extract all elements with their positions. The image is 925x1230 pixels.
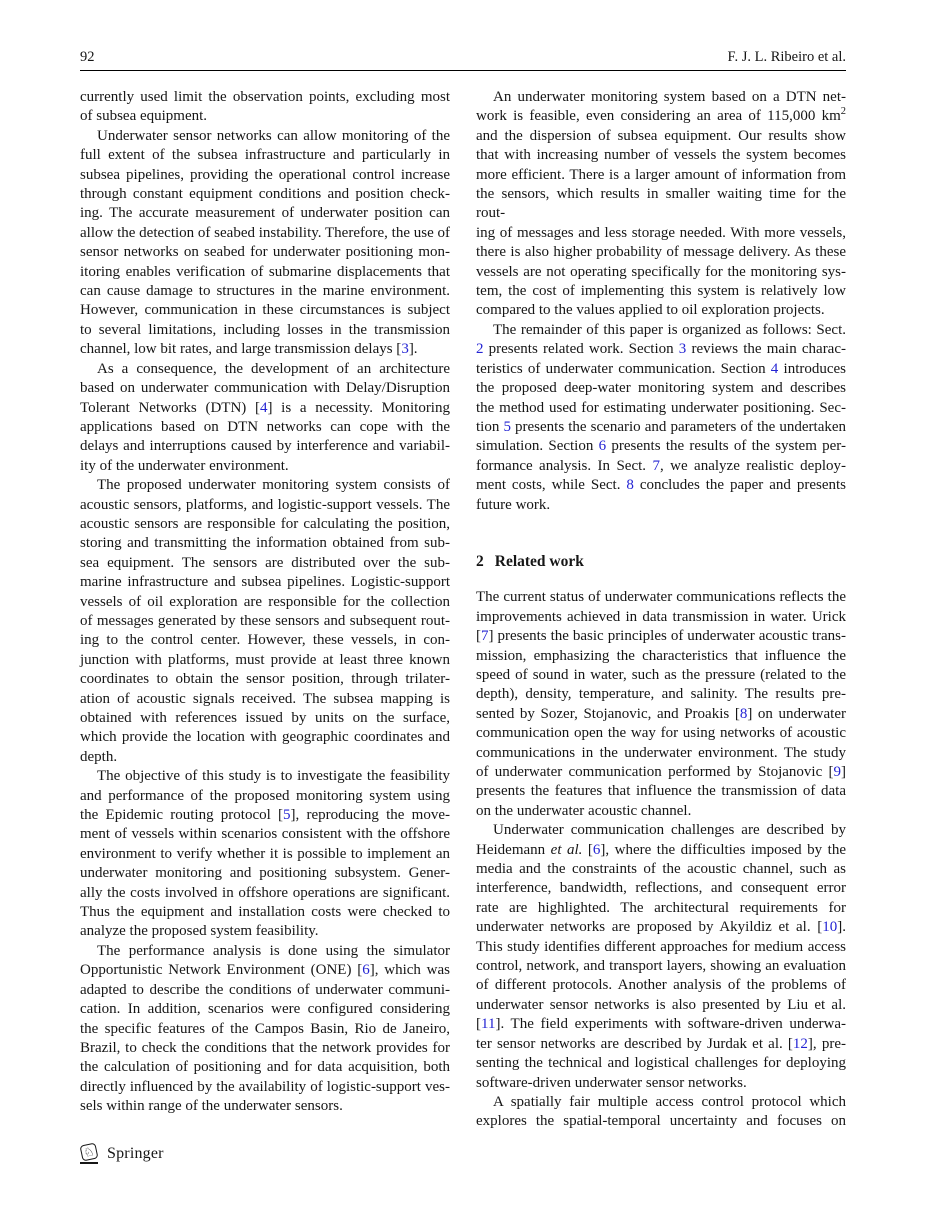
reference-link[interactable]: 11 xyxy=(481,1016,496,1033)
text-line: depth), density, temperature, and salinity. The results pre- xyxy=(476,686,846,703)
text-line: obtained with references issued by units on the surface, xyxy=(80,710,450,726)
text-line: on the underwater acoustic channel. xyxy=(476,802,692,819)
text-line: However, communication in these circumstances is subject xyxy=(80,302,450,319)
text-line: speed of sound in water, such as the pressure (related to the xyxy=(476,666,846,683)
text-line: Opportunistic Network Environment (ONE) [6], which was xyxy=(80,962,451,979)
text-line: junction with platforms, must provide at least three known xyxy=(80,651,450,668)
text-line: interference, bandwidth, reflections, and consequent error xyxy=(476,880,846,897)
text-line: sea equipment. The sensors are distributed over the sub- xyxy=(80,554,450,571)
text-line: The objective of this study is to investigate the feasibility xyxy=(97,768,450,785)
text-line: coordinates to obtain the sensor position, through trilater- xyxy=(80,671,450,688)
text-line: mission, emphasizing the characteristics that influence the xyxy=(476,647,846,664)
text-line: delays and interruptions caused by interference and variabil- xyxy=(80,438,450,455)
text-line: work is feasible, even considering an area of 115,000 $km^2$ xyxy=(476,106,846,125)
article-body xyxy=(80,88,846,1132)
text-line: ter sensor networks are described by Jurdak et al. [12], pre- xyxy=(476,1035,846,1052)
reference-link[interactable]: 5 xyxy=(282,807,291,824)
running-head: F. J. L. Ribeiro et al. xyxy=(727,49,846,65)
text-line: As a consequence, the development of an architecture xyxy=(97,360,450,377)
reference-link[interactable]: 4 xyxy=(770,360,779,377)
text-line: there is also higher probability of message delivery. As these xyxy=(476,244,846,261)
text-line: storing and transmitting the information obtained from sub- xyxy=(80,535,450,552)
text-line: of subsea equipment. xyxy=(80,108,208,125)
text-line: sensor networks on seabed for underwater positioning mon- xyxy=(80,244,450,261)
text-line: sented by Sozer, Stojanovic, and Proakis [8] on underwater xyxy=(476,705,846,722)
reference-link[interactable]: 6 xyxy=(598,438,607,455)
reference-link[interactable]: 6 xyxy=(592,841,601,858)
reference-link[interactable]: 6 xyxy=(362,962,370,979)
text-line: based on underwater communication with Delay/Disruption xyxy=(80,380,450,397)
text-line: The proposed underwater monitoring system consists of xyxy=(97,477,450,494)
springer-knight-icon: ♘ xyxy=(80,1143,100,1165)
text-line: Thus the equipment and installation costs were checked to xyxy=(80,904,450,921)
text-line: currently used limit the observation points, excluding most xyxy=(80,89,450,105)
reference-link[interactable]: 3 xyxy=(678,341,687,358)
reference-link[interactable]: 7 xyxy=(481,628,489,645)
reference-link[interactable]: 3 xyxy=(401,341,409,358)
text-line: tion 5 presents the scenario and parameters of the undertaken xyxy=(476,418,847,435)
text-line: cation. In addition, scenarios were configured considering xyxy=(80,1001,450,1018)
text-line: ment of vessels within scenarios consistent with the offshore xyxy=(80,826,450,843)
superscript: 2 xyxy=(840,106,846,118)
text-line: acoustic sensors are responsible for calculating the position, xyxy=(80,515,450,532)
text-line: the method used for estimating underwater positioning. Sec- xyxy=(476,399,846,416)
text-line: communications in the underwater environment. The study xyxy=(476,744,846,761)
text-line: presents the features that influence the transmission of data xyxy=(476,783,846,800)
text-line: analyze the proposed system feasibility. xyxy=(80,923,319,940)
text-line: underwater networks are proposed by Akyildiz et al. [10]. xyxy=(476,919,846,936)
text-line: The performance analysis is done using the simulator xyxy=(97,942,450,959)
text-line: adapted to describe the conditions of underwater communi- xyxy=(80,981,450,998)
right-column xyxy=(476,88,846,1132)
text-line: which provide the location with geographic coordinates and xyxy=(80,729,450,746)
text-line: the specific features of the Campos Basin, Rio de Janeiro, xyxy=(80,1020,450,1037)
publisher-label: Springer xyxy=(107,1145,164,1162)
reference-link[interactable]: 5 xyxy=(503,418,511,435)
page-number: 92 xyxy=(80,49,95,65)
text-line: Tolerant Networks (DTN) [4] is a necessity. Monitoring xyxy=(80,399,450,416)
text-line: [7] presents the basic principles of underwater acoustic trans- xyxy=(476,628,846,645)
text-line: of underwater communication performed by Stojanovic [9] xyxy=(476,764,846,780)
page-footer xyxy=(80,1141,164,1167)
text-line: Underwater communication challenges are described by xyxy=(493,822,846,839)
text-line: to several limitations, including losses in the transmission xyxy=(80,321,450,338)
text-line: the calculation of positioning and for data acquisition, both xyxy=(80,1059,450,1076)
text-line: vessels of oil exploration are responsible for the collection xyxy=(80,593,450,610)
text-line: ing. The accurate measurement of underwater position can xyxy=(80,205,450,222)
text-line: ity of the underwater environment. xyxy=(80,457,289,474)
text-line: allow the detection of seabed instability. Therefore, the use of xyxy=(80,224,450,241)
text-line: ment costs, while Sect. 8 concludes the paper and presents xyxy=(476,477,846,494)
text-line: ation of acoustic signals received. The subsea mapping is xyxy=(80,690,450,707)
reference-link[interactable]: 12 xyxy=(792,1035,808,1052)
text-line: that with increasing number of vessels the system becomes xyxy=(476,147,846,164)
text-line: through constant equipment conditions and position check- xyxy=(80,186,450,203)
text-line: the sensors, which results in smaller waiting time for the rout- xyxy=(476,186,846,222)
section-title: Related work xyxy=(494,552,584,570)
text-line: underwater monitoring and positioning subsystem. Gener- xyxy=(80,865,450,882)
reference-link[interactable]: 9 xyxy=(833,764,841,780)
text-line: the Epidemic routing protocol [5], reproducing the move- xyxy=(80,807,450,824)
text-line: The current status of underwater communications reflects the xyxy=(476,589,846,606)
text-line: improvements achieved in data transmission in water. Urick xyxy=(476,608,846,625)
text-line: Brazil, to check the conditions that the network provides for xyxy=(80,1039,450,1056)
section-heading xyxy=(476,552,846,571)
text-line: subsea pipelines, providing the operational control increase xyxy=(80,166,450,183)
page-header xyxy=(80,49,846,71)
text-line: future work. xyxy=(476,496,551,513)
text-line: This study identifies different approaches for medium access xyxy=(476,938,846,955)
text-line: communication open the way for using networks of acoustic xyxy=(476,725,846,742)
reference-link[interactable]: 7 xyxy=(652,457,660,474)
text-line: [11]. The field experiments with software-driven underwa- xyxy=(476,1016,846,1033)
reference-link[interactable]: 8 xyxy=(626,477,634,494)
text-line: media and the constraints of the acoustic channel, such as xyxy=(476,861,846,878)
text-line: and performance of the proposed monitoring system using xyxy=(80,787,450,804)
text-line: software-driven underwater sensor networks. xyxy=(476,1074,747,1091)
text-line: control, network, and transport layers, showing an evaluation xyxy=(476,958,846,975)
text-line: tem, the cost of implementing this system is relatively low xyxy=(476,283,846,300)
reference-link[interactable]: 2 xyxy=(476,341,484,358)
text-line: The remainder of this paper is organized as follows: Sect. xyxy=(493,321,846,338)
text-line: itoring enables verification of submarine displacements that xyxy=(80,263,450,280)
left-column xyxy=(80,88,450,1132)
text-line: more efficient. There is a larger amount of information from xyxy=(476,166,846,183)
text-line: marine infrastructure and subsea pipelines. Logistic-support xyxy=(80,574,450,591)
text-line: the proposed deep-water monitoring system and describes xyxy=(476,380,846,397)
text-line: and the dispersion of subsea equipment. Our results show xyxy=(476,127,846,144)
text-line: An underwater monitoring system based on a DTN net- xyxy=(493,89,846,105)
text-line: environment to verify whether it is possible to implement an xyxy=(80,845,450,862)
text-line: can cause damage to structures in the marine environment. xyxy=(80,283,450,300)
text-line: senting the technical and logistical challenges for deploying xyxy=(476,1055,846,1072)
text-line: applications based on DTN networks can cope with the xyxy=(80,418,450,435)
text-line: of different protocols. Another analysis of the problems of xyxy=(476,977,846,994)
reference-link[interactable]: 4 xyxy=(259,399,268,416)
text-line: ally the costs involved in offshore operations are significant. xyxy=(80,884,450,901)
text-line: Heidemann et al. [6], where the difficulties imposed by the xyxy=(476,841,847,858)
text-line: A spatially fair multiple access control protocol which xyxy=(493,1093,846,1110)
text-line: 2 presents related work. Section 3 reviews the main charac- xyxy=(476,341,846,358)
text-line: simulation. Section 6 presents the results of the system per- xyxy=(476,438,846,455)
text-line: teristics of underwater communication. Section 4 introduces xyxy=(476,360,847,377)
reference-link[interactable]: 8 xyxy=(739,705,748,722)
text-line: explores the spatial-temporal uncertainty and focuses on xyxy=(476,1113,846,1130)
text-line: underwater sensor networks is also presented by Liu et al. xyxy=(476,996,846,1013)
text-line: formance analysis. In Sect. 7, we analyze realistic deploy- xyxy=(476,457,846,474)
text-line: full extent of the subsea infrastructure and particularly in xyxy=(80,147,450,164)
text-line: channel, low bit rates, and large transmission delays [3]. xyxy=(80,341,418,358)
text-line: compared to the values applied to oil exploration projects. xyxy=(476,302,825,319)
section-number: 2 xyxy=(476,552,484,570)
text-line: ing of messages and less storage needed. With more vessels, xyxy=(476,224,846,241)
reference-link[interactable]: 10 xyxy=(822,919,838,936)
text-line: directly influenced by the availability of logistic-support ves- xyxy=(80,1078,450,1095)
text-line: acoustic sensors, platforms, and logistic-support vessels. The xyxy=(80,496,450,513)
text-line: vessels are not operating specifically for the monitoring sys- xyxy=(476,263,846,280)
text-line: ing to the control center. However, these vessels, in con- xyxy=(80,632,450,649)
text-line: of messages generated by these sensors and subsequent rout- xyxy=(80,612,450,629)
italic-text: et al. xyxy=(550,841,583,858)
text-line: depth. xyxy=(80,748,118,765)
text-line: rate are highlighted. The architectural requirements for xyxy=(476,899,846,916)
text-line: sels within range of the underwater sensors. xyxy=(80,1098,343,1115)
text-line: Underwater sensor networks can allow monitoring of the xyxy=(97,127,450,144)
